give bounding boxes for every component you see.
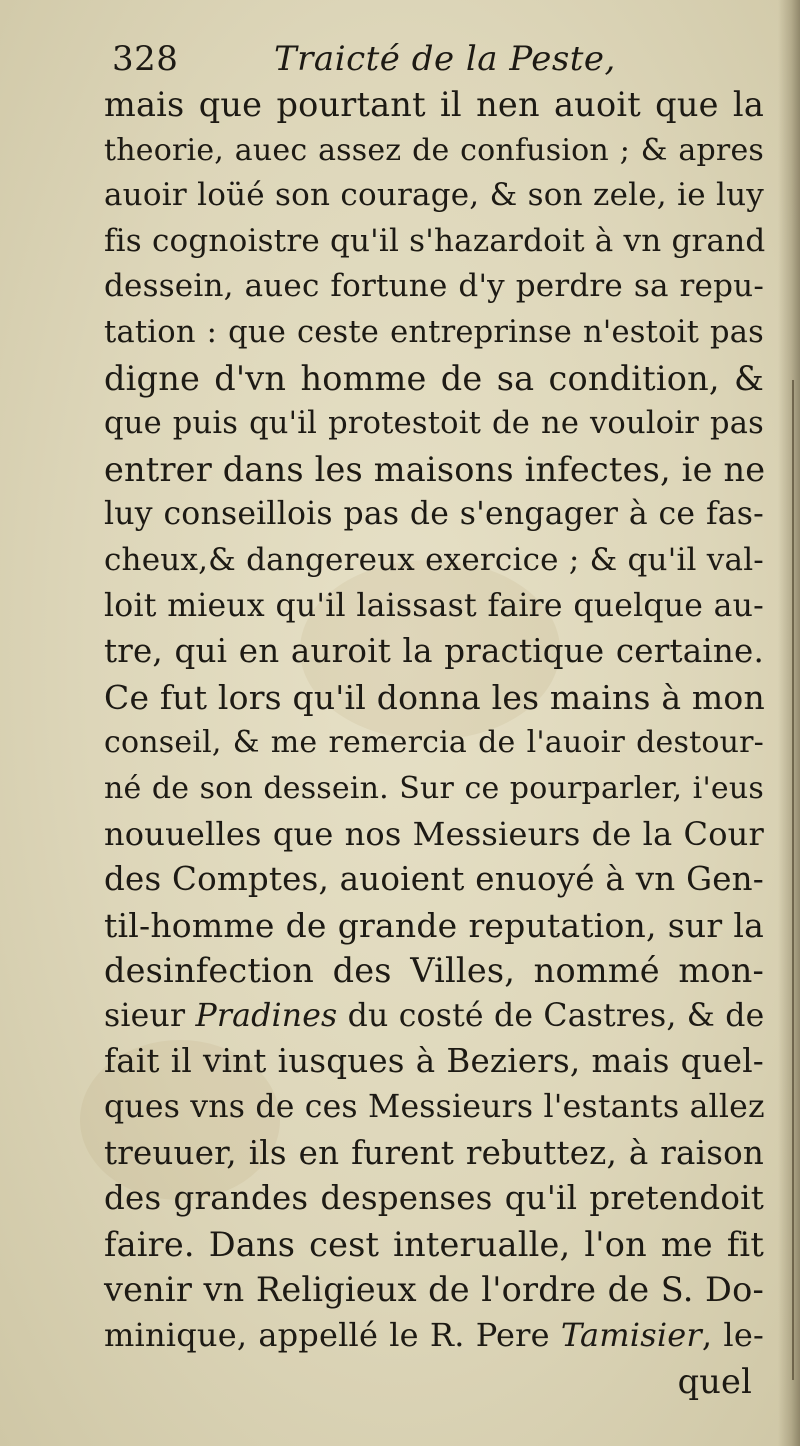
running-title: Traicté de la Peste, (274, 39, 616, 79)
text-line: desinfection des Villes, nommé mon- (104, 951, 764, 991)
page-header (112, 34, 672, 84)
text-line: venir vn Religieux de l'ordre de S. Do- (104, 1270, 764, 1310)
line-prefix: sieur (104, 997, 196, 1034)
text-line: auoir loüé son courage, & son zele, ie luy (104, 177, 764, 214)
text-line: theorie, auec assez de confusion ; & apres (104, 132, 764, 168)
catchword: quel (677, 1361, 752, 1401)
page-edge-shadow (778, 0, 800, 1446)
text-line: dessein, auec fortune d'y perdre sa repu- (104, 268, 764, 305)
text-line: que puis qu'il protestoit de ne vouloir pas (104, 406, 764, 442)
page-edge-line (792, 380, 794, 1380)
text-line: ques vns de ces Messieurs l'estants allez (104, 1089, 765, 1126)
text-line: Ce fut lors qu'il donna les mains à mon (104, 677, 765, 717)
text-line: des Comptes, auoient enuoyé à vn Gen- (104, 860, 764, 899)
text-line: loit mieux qu'il laissast faire quelque au- (104, 587, 764, 624)
text-line (104, 1313, 764, 1359)
italic-name-pradines: Pradines (195, 997, 338, 1034)
text-line: entrer dans les maisons infectes, ie ne (104, 449, 766, 489)
text-line: treuuer, ils en furent rebuttez, à raison (104, 1133, 764, 1172)
text-line: né de son dessein. Sur ce pourparler, i'eus (104, 770, 764, 806)
page-number: 328 (112, 39, 179, 79)
italic-name-tamisier: Tamisier (560, 1316, 702, 1355)
text-line: mais que pourtant il nen auoit que la (104, 85, 764, 124)
text-line: digne d'vn homme de sa condition, & (104, 358, 764, 398)
text-line: tation : que ceste entreprinse n'estoit pas (104, 314, 764, 350)
text-line: fis cognoistre qu'il s'hazardoit à vn grand (104, 222, 766, 259)
text-line: tre, qui en auroit la practique certaine. (104, 632, 764, 671)
text-line: des grandes despenses qu'il pretendoit (104, 1179, 764, 1218)
line-rest: du costé de Castres, & de (337, 997, 765, 1034)
text-line: fait il vint iusques à Beziers, mais quel- (104, 1042, 764, 1081)
text-line: luy conseillois pas de s'engager à ce fas- (104, 496, 764, 533)
text-line: faire. Dans cest interualle, l'on me fit (104, 1224, 764, 1264)
text-line (104, 994, 764, 1040)
body-text (104, 82, 764, 1404)
text-line: cheux,& dangereux exercice ; & qu'il val- (104, 541, 764, 578)
text-line: til-homme de grande reputation, sur la (104, 905, 764, 945)
text-line: nouuelles que nos Messieurs de la Cour (104, 814, 764, 853)
line-prefix: minique, appellé le R. Pere (104, 1316, 561, 1355)
line-rest: , le- (701, 1316, 764, 1355)
text-line: conseil, & me remercia de l'auoir destour- (104, 725, 764, 761)
